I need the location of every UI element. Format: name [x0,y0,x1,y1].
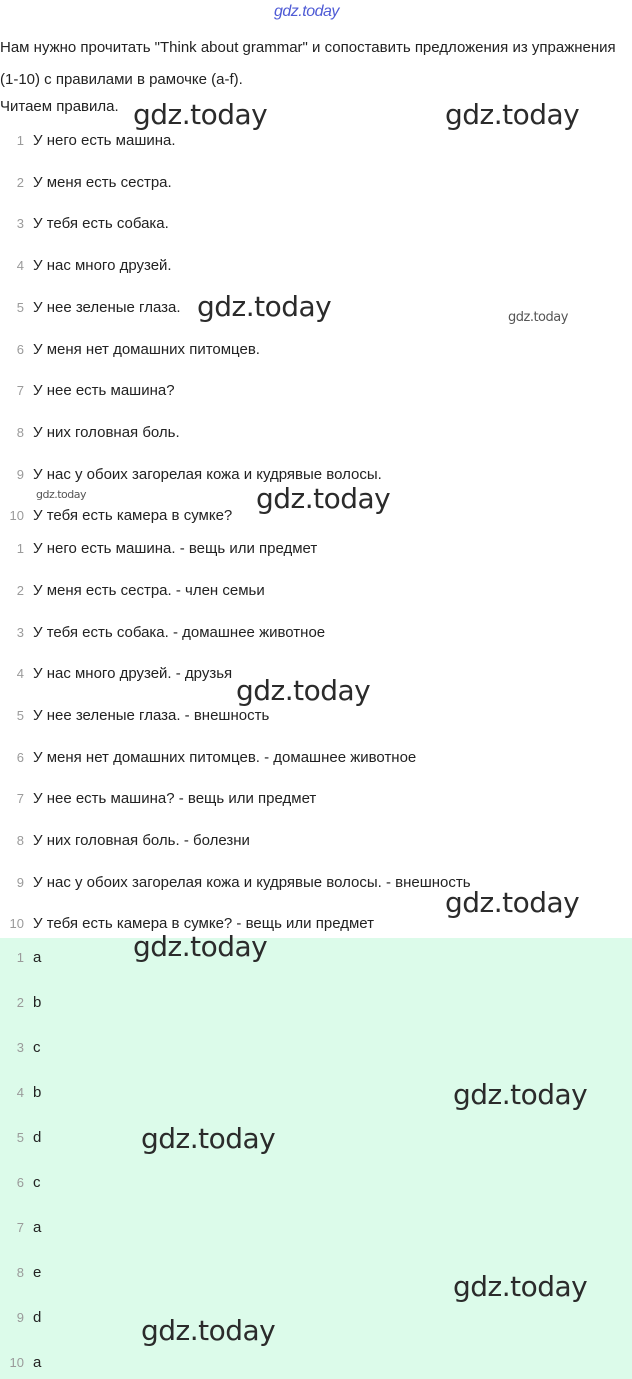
item-text: У него есть машина. - вещь или предмет [33,539,318,557]
item-text: У тебя есть собака. [33,214,169,232]
item-number: 3 [16,215,24,231]
item-number: 2 [16,994,24,1010]
item-number: 9 [16,466,24,482]
item-text: У меня нет домашних питомцев. [33,340,260,358]
item-text: У него есть машина. [33,131,176,149]
watermark: gdz.today [256,482,391,515]
item-text: У нее зеленые глаза. [33,298,181,316]
answer-letter: d [33,1308,42,1326]
item-number: 6 [16,1174,24,1190]
sentence-item [0,208,632,238]
answer-item [0,1032,632,1062]
watermark: gdz.today [133,930,268,963]
answer-letter: a [33,948,42,966]
categorized-item [0,825,632,855]
answer-letter: c [33,1038,41,1056]
site-logo[interactable]: gdz.today [274,3,339,20]
sentence-item [0,375,632,405]
watermark: gdz.today [133,98,268,131]
sentence-item [0,250,632,280]
answer-letter: d [33,1128,42,1146]
item-number: 3 [16,1039,24,1055]
item-number: 7 [16,1219,24,1235]
answer-item [0,1302,632,1332]
answer-item [0,1212,632,1242]
item-text: У нее зеленые глаза. - внешность [33,706,270,724]
item-number: 5 [16,299,24,315]
answer-letter: b [33,1083,42,1101]
categorized-item [0,742,632,772]
item-number: 10 [9,915,24,931]
answer-item [0,1167,632,1197]
item-number: 2 [16,582,24,598]
item-number: 7 [16,790,24,806]
item-text: У нее есть машина? - вещь или предмет [33,789,317,807]
item-number: 3 [16,624,24,640]
item-text: У меня есть сестра. - член семьи [33,581,265,599]
answer-letter: e [33,1263,42,1281]
item-text: У нас у обоих загорелая кожа и кудрявые волосы. - внешность [33,873,471,891]
watermark: gdz.today [453,1078,588,1111]
item-number: 6 [16,341,24,357]
item-number: 1 [16,540,24,556]
sentence-item [0,167,632,197]
categorized-item [0,575,632,605]
categorized-item [0,617,632,647]
item-text: У нас много друзей. - друзья [33,664,233,682]
rules-title: Читаем правила. [0,98,119,115]
item-number: 5 [16,1129,24,1145]
answer-item [0,1122,632,1152]
item-text: У тебя есть собака. - домашнее животное [33,623,326,641]
item-text: У меня нет домашних питомцев. - домашнее животное [33,748,417,766]
categorized-item [0,783,632,813]
watermark: gdz.today [445,886,580,919]
answer-item [0,1347,632,1377]
watermark: gdz.today [197,290,332,323]
item-number: 5 [16,707,24,723]
item-number: 9 [16,1309,24,1325]
answer-letter: b [33,993,42,1011]
watermark: gdz.today [36,488,87,501]
item-number: 4 [16,1084,24,1100]
item-text: У нее есть машина? [33,381,175,399]
item-text: У них головная боль. - болезни [33,831,250,849]
answer-letter: a [33,1218,42,1236]
item-text: У нас много друзей. [33,256,172,274]
watermark: gdz.today [445,98,580,131]
item-number: 10 [9,507,24,523]
sentence-item [0,417,632,447]
item-number: 9 [16,874,24,890]
item-text: У тебя есть камера в сумке? [33,506,233,524]
item-text: У них головная боль. [33,423,180,441]
item-number: 1 [16,949,24,965]
watermark: gdz.today [453,1270,588,1303]
answer-item [0,942,632,972]
item-text: У тебя есть камера в сумке? - вещь или предмет [33,914,374,932]
categorized-item [0,533,632,563]
answer-letter: c [33,1173,41,1191]
item-number: 4 [16,665,24,681]
item-number: 4 [16,257,24,273]
item-number: 2 [16,174,24,190]
watermark: gdz.today [141,1314,276,1347]
sentence-item [0,334,632,364]
item-number: 10 [9,1354,24,1370]
item-text: У нас у обоих загорелая кожа и кудрявые волосы. [33,465,382,483]
intro-text: Нам нужно прочитать "Think about grammar" и сопоставить предложения из упражнения (1-10) с правилами в рамочке (a-f). [0,39,616,88]
answer-letter: a [33,1353,42,1371]
answer-item [0,987,632,1017]
watermark: gdz.today [141,1122,276,1155]
item-number: 1 [16,132,24,148]
item-number: 7 [16,382,24,398]
watermark: gdz.today [508,310,568,325]
item-text: У меня есть сестра. [33,173,172,191]
answers-panel [0,938,632,1379]
item-number: 8 [16,1264,24,1280]
item-number: 8 [16,424,24,440]
watermark: gdz.today [236,674,371,707]
item-number: 6 [16,749,24,765]
item-number: 8 [16,832,24,848]
